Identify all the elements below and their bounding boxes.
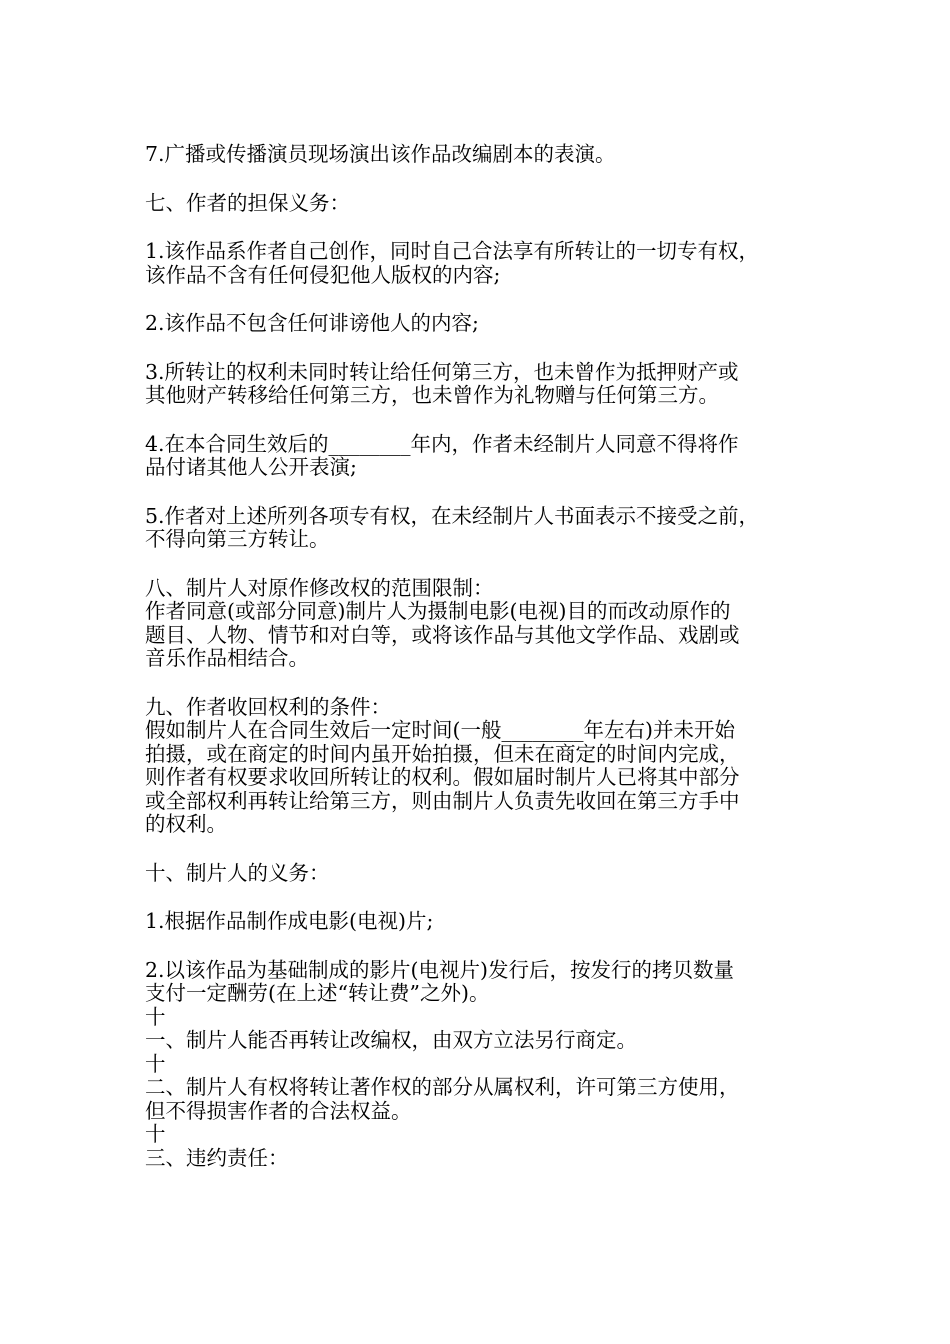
paragraph-gap — [145, 167, 825, 192]
paragraph-gap — [145, 480, 825, 505]
paragraph-gap — [145, 408, 825, 433]
paragraph-gap — [145, 552, 825, 577]
paragraph-gap — [145, 336, 825, 361]
section-heading-producer-duties: 十、制片人的义务： — [145, 860, 330, 885]
section-rights-recovery: 九、作者收回权利的条件： 假如制片人在合同生效后一定时间(一般________年左右)并未开始 拍摄，或在商定的时间内虽开始拍摄，但未在商定的时间内完成， 则作者有权要求收回所转让的权利。假如届时制片人已将其中部分 或全部权利再转让给第三方，则由制片人负责先收回在第三方手中 的权利。 — [145, 694, 740, 836]
producer-duty-2-and-clauses: 2.以该作品为基础制成的影片(电视片)发行后，按发行的拷贝数量 支付一定酬劳(在上述“转让费”之外)。 十 一、制片人能否再转让改编权，由双方立法另行商定。 十 二、制片人有权将转让著作权的部分从属权利，许可第三方使用， 但不得损害作者的合法权益。 十 三、违约责任： — [145, 957, 740, 1170]
document-body — [145, 143, 825, 1170]
guarantee-item-4: 4.在本合同生效后的________年内，作者未经制片人同意不得将作 品付诸其他人公开表演; — [145, 431, 739, 479]
paragraph-gap — [145, 671, 825, 696]
paragraph-gap — [145, 287, 825, 312]
paragraph-gap — [145, 885, 825, 910]
guarantee-item-1: 1.该作品系作者自己创作，同时自己合法享有所转让的一切专有权， 该作品不含有任何侵犯他人版权的内容; — [145, 239, 760, 287]
paragraph-gap — [145, 934, 825, 959]
section-heading-guarantee: 七、作者的担保义务： — [145, 190, 350, 215]
guarantee-item-3: 3.所转让的权利未同时转让给任何第三方，也未曾作为抵押财产或 其他财产转移给任何第三方，也未曾作为礼物赠与任何第三方。 — [145, 359, 739, 407]
section-modification-limits: 八、制片人对原作修改权的范围限制： 作者同意(或部分同意)制片人为摄制电影(电视)目的而改动原作的 题目、人物、情节和对白等，或将该作品与其他文学作品、戏剧或 音乐作品相结合。 — [145, 575, 740, 670]
paragraph-item-7: 7.广播或传播演员现场演出该作品改编剧本的表演。 — [145, 142, 616, 166]
producer-duty-1: 1.根据作品制作成电影(电视)片; — [145, 909, 434, 933]
paragraph-gap — [145, 837, 825, 862]
guarantee-item-5: 5.作者对上述所列各项专有权，在未经制片人书面表示不接受之前， 不得向第三方转让。 — [145, 503, 760, 551]
guarantee-item-2: 2.该作品不包含任何诽谤他人的内容; — [145, 311, 479, 335]
paragraph-gap — [145, 215, 825, 240]
